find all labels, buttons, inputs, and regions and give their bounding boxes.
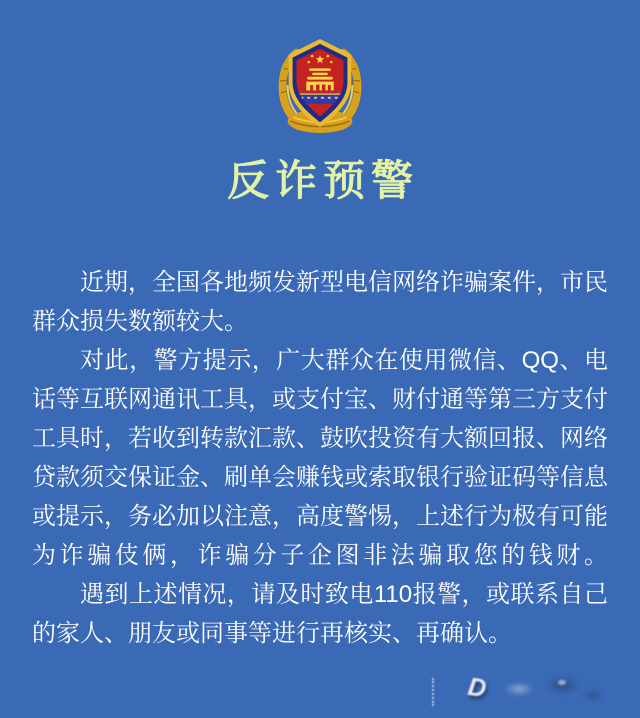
watermark-smudge-icon [546, 676, 580, 694]
poster-body [32, 263, 608, 653]
paragraph-1: 近期，全国各地频发新型电信网络诈骗案件，市民群众损失数额较大。 [32, 269, 608, 335]
paragraph-2: 对此，警方提示，广大群众在使用微信、QQ、电话等互联网通讯工具，或支付宝、财付通等第三方支付工具时，若收到转款汇款、鼓吹投资有大额回报、网络贷款须交保证金、刷单会赚钱或索取银行验证码等信息或提示，务必加以注意，高度警惕，上述行为极有可能为诈骗伎俩，诈骗分子企图非法骗取您的钱财。 [32, 347, 608, 569]
watermark-smudge-icon [558, 680, 566, 685]
watermark-glyph: D [466, 672, 488, 704]
paragraph-3: 遇到上述情况，请及时致电110报警，或联系自己的家人、朋友或同事等进行再核实、再确认。 [32, 581, 608, 647]
watermark-dotted-line-icon [432, 678, 434, 706]
police-badge-icon [271, 36, 369, 138]
watermark-smudge-icon [582, 690, 604, 700]
poster-title: 反诈预警 [226, 157, 419, 204]
watermark [426, 674, 596, 712]
watermark-smudge-icon [504, 682, 534, 696]
